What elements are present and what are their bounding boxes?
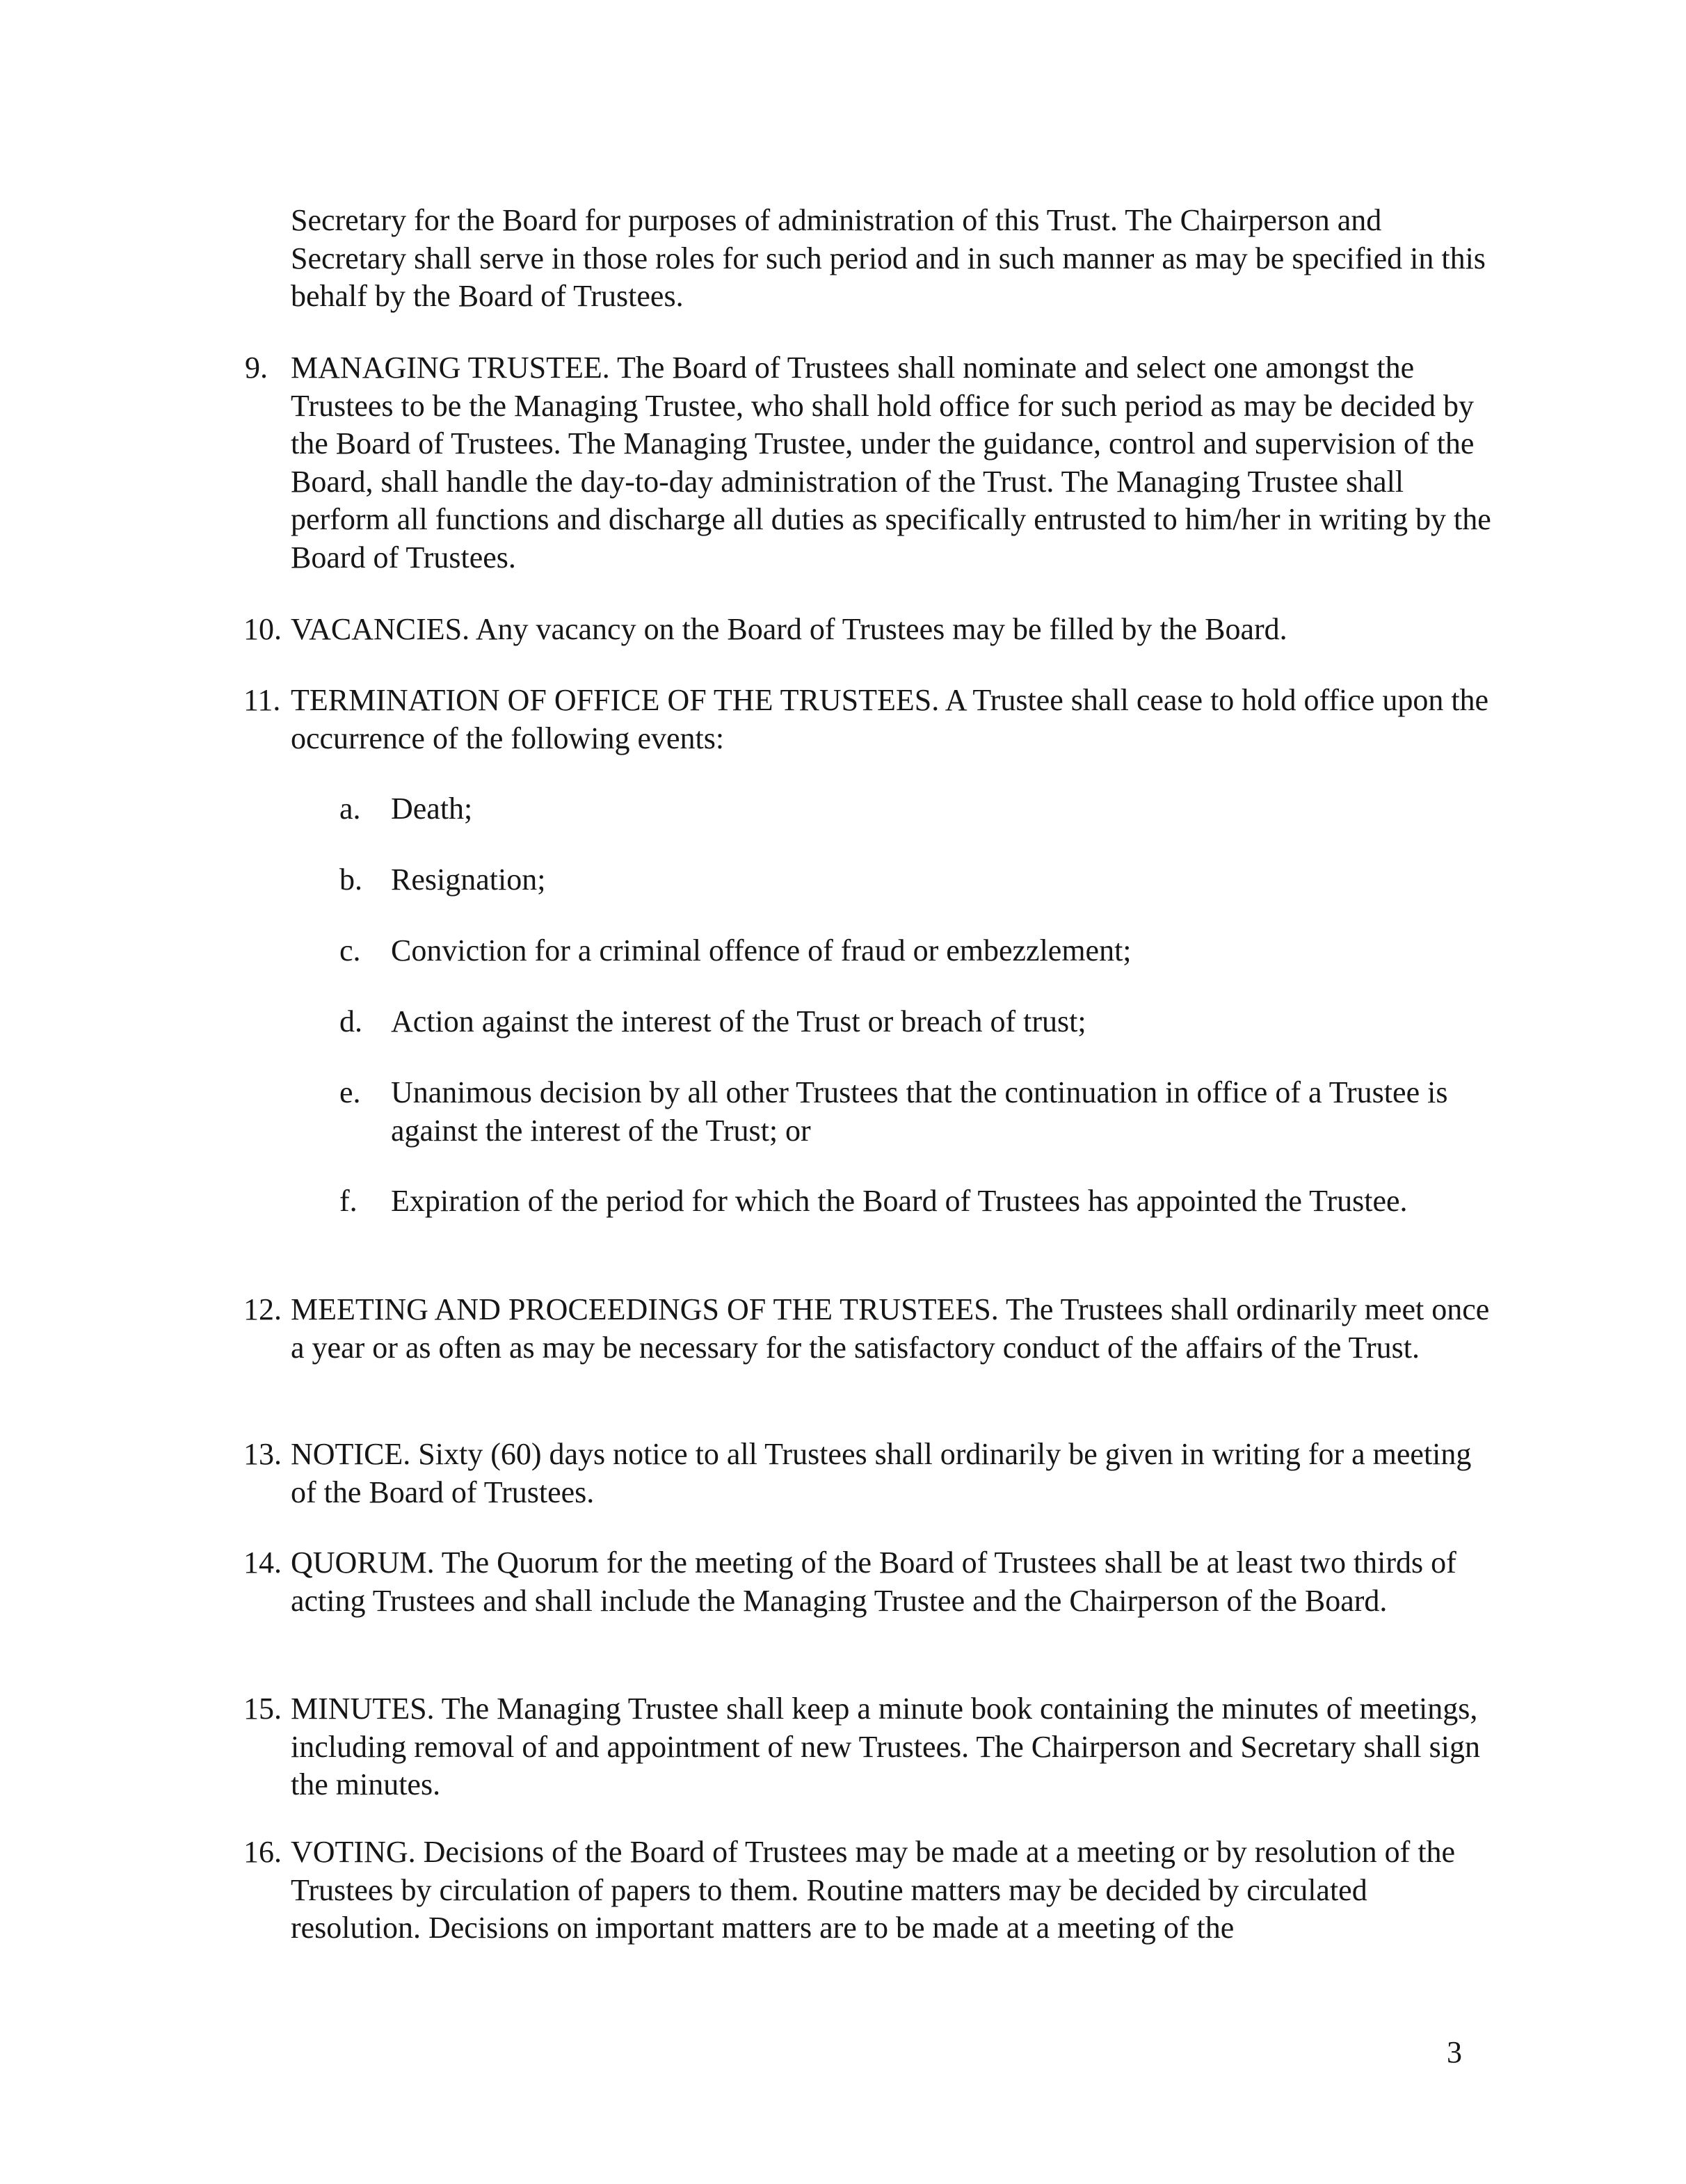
item-number-12: 12.	[243, 1292, 282, 1326]
item-text-minutes: MINUTES. The Managing Trustee shall keep a minute book containing the minutes of meetings, including removal of and appointment of new Trustees. The Chairperson and Secretary shall sign the minutes.	[291, 1692, 1480, 1801]
sub-item-letter-e: e.	[339, 1075, 361, 1109]
item-text-termination: TERMINATION OF OFFICE OF THE TRUSTEES. A Trustee shall cease to hold office upon the occurrence of the following events:	[291, 683, 1489, 755]
sub-item-letter-d: d.	[339, 1004, 362, 1038]
item-number-13: 13.	[243, 1437, 282, 1471]
sub-item-text-conviction: Conviction for a criminal offence of fraud or embezzlement;	[391, 933, 1132, 967]
sub-item-letter-f: f.	[339, 1184, 358, 1218]
page-number: 3	[1447, 2035, 1462, 2069]
continuation-paragraph: Secretary for the Board for purposes of administration of this Trust. The Chairperson and Secretary shall serve in those roles for such period and in such manner as may be specified in this behalf by the Board of Trustees.	[291, 203, 1486, 313]
item-text-vacancies: VACANCIES. Any vacancy on the Board of Trustees may be filled by the Board.	[291, 612, 1287, 646]
sub-item-text-unanimous: Unanimous decision by all other Trustees that the continuation in office of a Trustee is against the interest of the Trust; or	[391, 1075, 1448, 1148]
item-number-16: 16.	[243, 1835, 282, 1869]
sub-item-letter-c: c.	[339, 933, 361, 967]
sub-item-text-action: Action against the interest of the Trust or breach of trust;	[391, 1004, 1086, 1038]
sub-item-letter-a: a.	[339, 792, 361, 826]
item-text-quorum: QUORUM. The Quorum for the meeting of the Board of Trustees shall be at least two thirds of acting Trustees and shall include the Managing Trustee and the Chairperson of the Board.	[291, 1545, 1456, 1618]
sub-item-text-resignation: Resignation;	[391, 862, 546, 897]
item-text-notice: NOTICE. Sixty (60) days notice to all Trustees shall ordinarily be given in writing for a meeting of the Board of Trustees.	[291, 1437, 1472, 1509]
item-text-meeting: MEETING AND PROCEEDINGS OF THE TRUSTEES. The Trustees shall ordinarily meet once a year or as often as may be necessary for the satisfactory conduct of the affairs of the Trust.	[291, 1292, 1490, 1365]
item-text-managing-trustee: MANAGING TRUSTEE. The Board of Trustees shall nominate and select one amongst the Trustees to be the Managing Trustee, who shall hold office for such period as may be decided by the Board of Trustees. The Managing Trustee, under the guidance, control and supervision of the Board, shall handle the day-to-day administration of the Trust. The Managing Trustee shall perform all functions and discharge all duties as specifically entrusted to him/her in writing by the Board of Trustees.	[291, 351, 1491, 575]
item-number-11: 11.	[243, 683, 281, 717]
sub-item-letter-b: b.	[339, 862, 362, 897]
item-number-9: 9.	[245, 351, 268, 385]
item-number-10: 10.	[243, 612, 282, 646]
item-number-14: 14.	[243, 1545, 282, 1580]
sub-item-text-death: Death;	[391, 792, 473, 826]
item-number-15: 15.	[243, 1692, 282, 1726]
sub-item-text-expiration: Expiration of the period for which the Board of Trustees has appointed the Trustee.	[391, 1184, 1408, 1218]
item-text-voting: VOTING. Decisions of the Board of Trustees may be made at a meeting or by resolution of the Trustees by circulation of papers to them. Routine matters may be decided by circulated resolution. Decisions on important matters are to be made at a meeting of the	[291, 1835, 1456, 1945]
